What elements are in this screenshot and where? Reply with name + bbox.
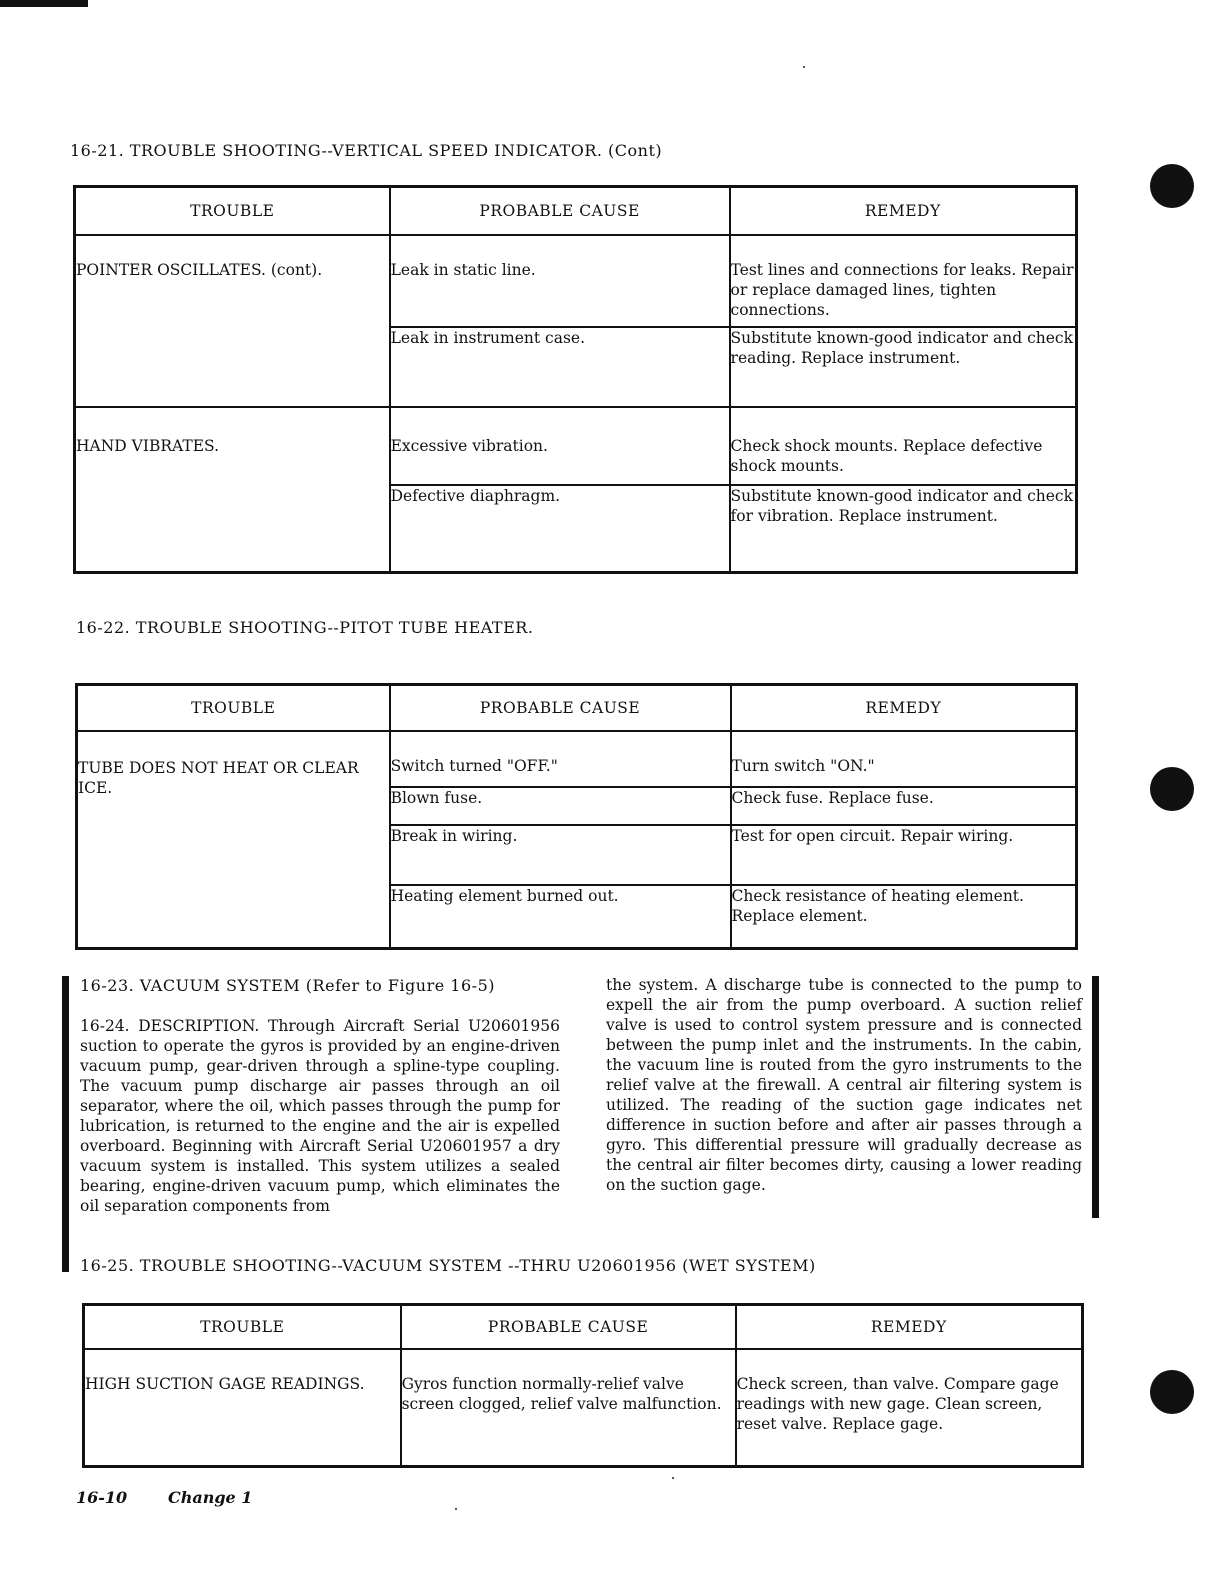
header-trouble: TROUBLE: [77, 685, 390, 731]
cause-cell: Blown fuse.: [390, 787, 731, 825]
trouble-cell: HAND VIBRATES.: [75, 407, 390, 573]
header-remedy: REMEDY: [736, 1305, 1083, 1349]
header-probable-cause: PROBABLE CAUSE: [390, 187, 730, 235]
page-number: 16-10: [76, 1488, 128, 1507]
remedy-cell: Turn switch "ON.": [731, 731, 1077, 787]
trouble-cell: HIGH SUCTION GAGE READINGS.: [84, 1349, 401, 1467]
section-heading-16-22: 16-22. TROUBLE SHOOTING--PITOT TUBE HEATER.: [76, 618, 534, 637]
vsi-troubleshooting-table: [73, 185, 1078, 574]
punch-hole-middle: [1150, 767, 1194, 811]
scan-speck: [672, 1477, 674, 1479]
cause-cell: Defective diaphragm.: [390, 485, 730, 573]
remedy-cell: Substitute known-good indicator and check for vibration. Replace instrument.: [730, 485, 1077, 573]
remedy-cell: Substitute known-good indicator and check reading. Replace instrument.: [730, 327, 1077, 407]
scan-corner-mark: [0, 0, 88, 7]
vacuum-troubleshooting-table: [82, 1303, 1084, 1468]
scan-speck: [803, 66, 805, 68]
description-right-column: the system. A discharge tube is connected to the pump to expell the air from the pump overboard. A suction relief valve is used to control system pressure and is connected between the pump inlet and the instruments. In the cabin, the vacuum line is routed from the gyro instruments to the relief valve at the firewall. A central air filtering system is utilized. The reading of the suction gage indicates net difference in suction before and after air passes through a gyro. This differential pressure will gradually decrease as the central air filter becomes dirty, causing a lower reading on the suction gage.: [606, 976, 1082, 1194]
trouble-cell: TUBE DOES NOT HEAT OR CLEAR ICE.: [77, 731, 390, 949]
change-bar-right: [1092, 976, 1099, 1218]
header-probable-cause: PROBABLE CAUSE: [401, 1305, 736, 1349]
header-remedy: REMEDY: [731, 685, 1077, 731]
header-trouble: TROUBLE: [75, 187, 390, 235]
cause-cell: Leak in static line.: [390, 235, 730, 327]
remedy-cell: Test lines and connections for leaks. Repair or replace damaged lines, tighten connections.: [730, 235, 1077, 327]
change-label: Change 1: [168, 1488, 253, 1507]
remedy-cell: Test for open circuit. Repair wiring.: [731, 825, 1077, 885]
punch-hole-bottom: [1150, 1370, 1194, 1414]
description-label: 16-24. DESCRIPTION.: [80, 1017, 260, 1035]
trouble-cell: POINTER OSCILLATES. (cont).: [75, 235, 390, 407]
description-left-column: [80, 1016, 560, 1216]
cause-cell: Switch turned "OFF.": [390, 731, 731, 787]
section-heading-16-23: 16-23. VACUUM SYSTEM (Refer to Figure 16-5): [80, 976, 495, 995]
cause-cell: Excessive vibration.: [390, 407, 730, 485]
remedy-cell: Check fuse. Replace fuse.: [731, 787, 1077, 825]
header-probable-cause: PROBABLE CAUSE: [390, 685, 731, 731]
change-bar-left: [62, 976, 69, 1272]
remedy-cell: Check shock mounts. Replace defective shock mounts.: [730, 407, 1077, 485]
section-heading-16-25: 16-25. TROUBLE SHOOTING--VACUUM SYSTEM --THRU U20601956 (WET SYSTEM): [80, 1256, 816, 1275]
cause-cell: Gyros function normally-relief valve screen clogged, relief valve malfunction.: [401, 1349, 736, 1467]
cause-cell: Heating element burned out.: [390, 885, 731, 949]
scan-speck: [455, 1508, 457, 1510]
description-text: Through Aircraft Serial U20601956 suction to operate the gyros is provided by an engine-driven vacuum pump, gear-driven through a spline-type coupling. The vacuum pump discharge air passes through an oil separator, where the oil, which passes through the pump for lubrication, is returned to the engine and the air is expelled overboard. Beginning with Aircraft Serial U20601957 a dry vacuum system is installed. This system utilizes a sealed bearing, engine-driven vacuum pump, which eliminates the oil separation components from: [80, 1017, 560, 1215]
cause-cell: Leak in instrument case.: [390, 327, 730, 407]
cause-cell: Break in wiring.: [390, 825, 731, 885]
header-trouble: TROUBLE: [84, 1305, 401, 1349]
section-heading-16-21: 16-21. TROUBLE SHOOTING--VERTICAL SPEED INDICATOR. (Cont): [70, 141, 663, 160]
punch-hole-top: [1150, 164, 1194, 208]
header-remedy: REMEDY: [730, 187, 1077, 235]
pitot-heater-troubleshooting-table: [75, 683, 1078, 950]
remedy-cell: Check screen, than valve. Compare gage readings with new gage. Clean screen, reset valve. Replace gage.: [736, 1349, 1083, 1467]
remedy-cell: Check resistance of heating element. Replace element.: [731, 885, 1077, 949]
